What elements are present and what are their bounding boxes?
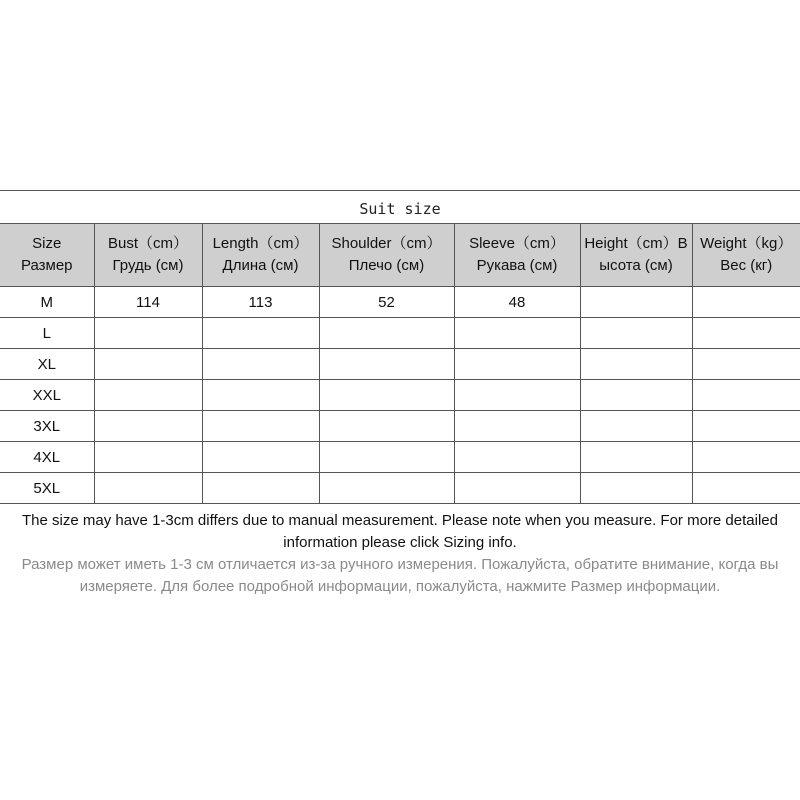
table-cell (202, 380, 319, 411)
header-label-ru: Грудь (см) (112, 257, 184, 274)
table-cell (580, 287, 692, 318)
header-shoulder (319, 224, 454, 287)
table-cell: 4XL (0, 442, 94, 473)
table-cell (319, 318, 454, 349)
table-cell (94, 318, 202, 349)
table-cell (202, 411, 319, 442)
table-cell (454, 349, 580, 380)
table-cell: 5XL (0, 473, 94, 504)
header-label-en: Shoulder（cm） (331, 235, 442, 252)
table-cell (94, 380, 202, 411)
table-row (0, 287, 800, 318)
table-cell (454, 318, 580, 349)
size-chart (0, 190, 800, 504)
header-size (0, 224, 94, 287)
table-cell (319, 442, 454, 473)
header-label-ru: Длина (см) (222, 257, 299, 274)
table-cell (580, 318, 692, 349)
table-cell: M (0, 287, 94, 318)
table-row (0, 349, 800, 380)
table-cell (580, 473, 692, 504)
header-row (0, 224, 800, 287)
header-label-ru: Вес (кг) (720, 257, 773, 274)
header-label-ru: Размер (20, 257, 73, 274)
table-cell: 3XL (0, 411, 94, 442)
table-cell (202, 442, 319, 473)
note-english: The size may have 1-3cm differs due to manual measurement. Please note when you measure. For more detailed information please click Sizing info. (22, 512, 778, 551)
table-cell: 114 (94, 287, 202, 318)
table-cell (692, 380, 800, 411)
table-cell (580, 349, 692, 380)
header-bust (94, 224, 202, 287)
table-cell (454, 411, 580, 442)
note-russian: Размер может иметь 1-3 см отличается из-за ручного измерения. Пожалуйста, обратите внимание, когда вы измеряете. Для более подробной информации, пожалуйста, нажмите Размер информации. (21, 556, 779, 595)
header-label-en: Size (32, 235, 62, 252)
header-height (580, 224, 692, 287)
table-cell (319, 380, 454, 411)
table-cell (94, 411, 202, 442)
header-label-en: Sleeve（cm） (469, 235, 565, 252)
table-cell (692, 349, 800, 380)
table-cell (454, 380, 580, 411)
header-label-en: Bust（cm） (107, 235, 188, 252)
table-cell (580, 411, 692, 442)
table-row (0, 411, 800, 442)
table-cell (692, 473, 800, 504)
table-caption: Suit size (0, 190, 800, 223)
header-label-en: Height（cm）В (584, 235, 688, 252)
header-label-en: Length（cm） (212, 235, 309, 252)
table-cell (580, 442, 692, 473)
table-row (0, 473, 800, 504)
table-cell (692, 411, 800, 442)
table-cell: XXL (0, 380, 94, 411)
table-cell (94, 442, 202, 473)
table-cell: XL (0, 349, 94, 380)
table-cell (692, 287, 800, 318)
header-label-ru: Рукава (см) (476, 257, 558, 274)
size-table (0, 223, 800, 504)
table-cell: 48 (454, 287, 580, 318)
measurement-notes (0, 510, 800, 598)
table-cell (580, 380, 692, 411)
table-cell: L (0, 318, 94, 349)
table-cell (202, 318, 319, 349)
table-cell (692, 318, 800, 349)
header-label-en: Weight（kg） (700, 235, 793, 252)
table-cell (94, 349, 202, 380)
table-row (0, 318, 800, 349)
header-label-ru: ысота (см) (599, 257, 673, 274)
table-cell (202, 349, 319, 380)
table-cell (202, 473, 319, 504)
table-cell (319, 349, 454, 380)
table-cell (319, 473, 454, 504)
table-cell: 113 (202, 287, 319, 318)
header-label-ru: Плечо (см) (348, 257, 425, 274)
table-cell (454, 442, 580, 473)
table-cell (692, 442, 800, 473)
table-cell (454, 473, 580, 504)
header-sleeve (454, 224, 580, 287)
table-cell (319, 411, 454, 442)
table-cell (94, 473, 202, 504)
table-cell: 52 (319, 287, 454, 318)
table-row (0, 442, 800, 473)
table-row (0, 380, 800, 411)
header-length (202, 224, 319, 287)
header-weight (692, 224, 800, 287)
